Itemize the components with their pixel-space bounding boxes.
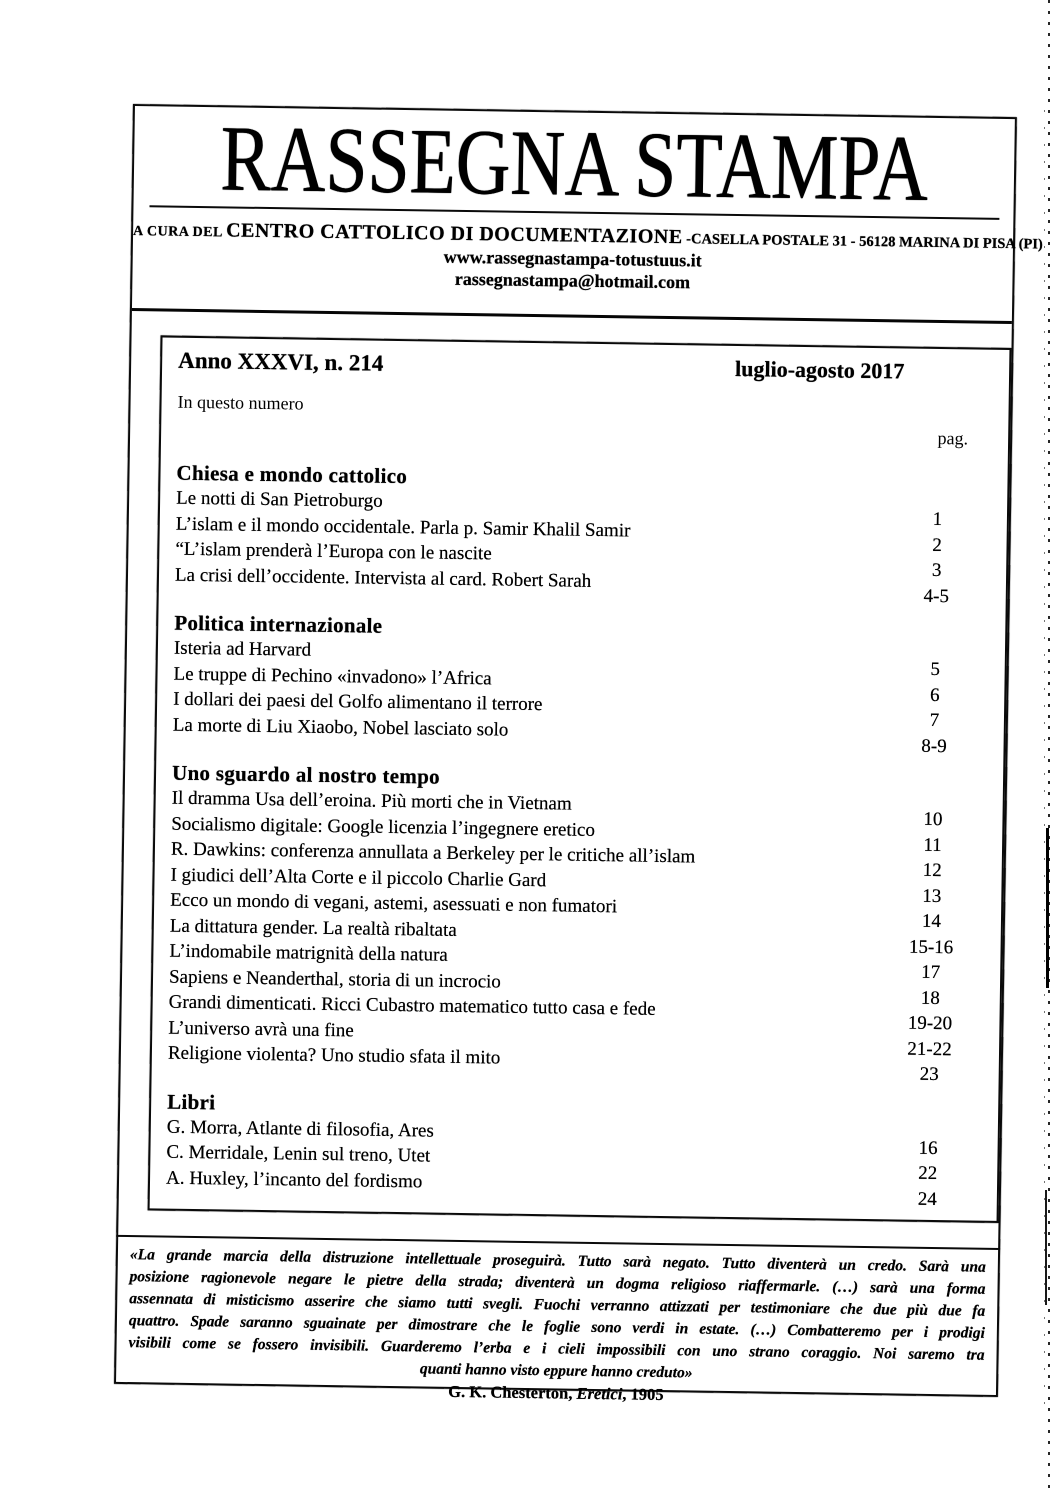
- toc-intro: In questo numero: [177, 391, 304, 414]
- toc-item-pages: 2: [932, 534, 942, 556]
- toc-item-pages: 5: [930, 658, 941, 681]
- toc-item-pages: 4-5: [923, 585, 950, 607]
- toc-section-header: Chiesa e mondo cattolico: [176, 460, 408, 489]
- toc-item-title: La morte di Liu Xiaobo, Nobel lasciato solo: [172, 714, 509, 741]
- toc-item-pages: 12: [922, 859, 942, 882]
- scan-noise-right-solid: [1046, 828, 1049, 988]
- toc-item-title: Religione violenta? Uno studio sfata il mito: [167, 1042, 501, 1069]
- toc-item-title: I giudici dell’Alta Corte e il piccolo Charlie Gard: [170, 864, 547, 891]
- page-column-label: pag.: [937, 427, 969, 449]
- toc-item-title: Le notti di San Pietroburgo: [176, 487, 383, 512]
- toc-section-header: Politica internazionale: [174, 610, 383, 638]
- toc-item-pages: 1: [932, 508, 943, 531]
- toc-item-title: Sapiens e Neanderthal, storia di un incrocio: [168, 966, 502, 993]
- toc-item-title: La dittatura gender. La realtà ribaltata: [169, 915, 457, 941]
- toc-item-title: R. Dawkins: conferenza annullata a Berkeley per le critiche all’islam: [170, 838, 696, 868]
- quote-last-line: quanti hanno visto eppure hanno creduto»: [419, 1360, 693, 1382]
- toc-item-pages: 11: [923, 834, 942, 856]
- toc-item-pages: 18: [920, 987, 940, 1009]
- quote-line: quattro. Spade saranno sguainate per dimostrare che le foglie sono verdi in estate. (…) Combatteremo per i prodigi: [128, 1312, 985, 1342]
- toc-sections: [165, 460, 996, 1210]
- toc-item-pages: 10: [923, 808, 943, 831]
- byline-organization: CENTRO CATTOLICO DI DOCUMENTAZIONE: [226, 219, 683, 249]
- toc-item-pages: 24: [917, 1188, 937, 1210]
- toc-item-pages: 7: [929, 709, 940, 732]
- toc-item-pages: 19-20: [907, 1012, 953, 1035]
- toc-item-title: G. Morra, Atlante di filosofia, Ares: [166, 1116, 434, 1142]
- toc-item-title: Socialismo digitale: Google licenzia l’ingegnere eretico: [171, 813, 596, 841]
- quote-work-title: Eretici: [576, 1383, 623, 1404]
- page-frame: [114, 104, 1043, 1405]
- quote-section: [114, 1235, 1000, 1410]
- toc-item-title: L’universo avrà una fine: [168, 1017, 354, 1041]
- byline-prefix: A CURA DEL: [132, 224, 227, 241]
- byline-address: -CASELLA POSTALE 31 - 56128 MARINA DI PISA (PI): [682, 231, 1043, 253]
- toc-item-title: Le truppe di Pechino «invadono» l’Africa: [173, 663, 492, 689]
- email-line: rassegnastampa@hotmail.com: [454, 268, 691, 293]
- toc-item-title: “L’islam prenderà l’Europa con le nascite: [175, 538, 492, 565]
- toc-item-title: I dollari dei paesi del Golfo alimentano il terrore: [173, 688, 543, 716]
- toc-item-title: Grandi dimenticati. Ricci Cubastro matematico tutto casa e fede: [168, 991, 656, 1020]
- toc-item-pages: 6: [929, 684, 940, 706]
- toc-item-title: L’islam e il mondo occidentale. Parla p. Samir Khalil Samir: [175, 513, 631, 541]
- quote-author: G. K. Chesterton,: [448, 1381, 577, 1403]
- issue-edition: Anno XXXVI, n. 214: [178, 347, 384, 376]
- toc-item-title: A. Huxley, l’incanto del fordismo: [165, 1167, 423, 1192]
- quote-line: «La grande marcia della distruzione intellettuale proseguirà. Tutto sarà negato. Tutto diventerà un credo. Sarà una: [129, 1246, 986, 1276]
- toc-item-pages: 13: [922, 885, 942, 907]
- quote-body: [128, 1244, 986, 1367]
- website-line: www.rassegnastampa-totustuus.it: [443, 246, 702, 271]
- scan-noise-right-dashed: [1048, 0, 1050, 1490]
- toc-item-pages: 14: [921, 910, 942, 933]
- toc-item-pages: 22: [918, 1162, 938, 1185]
- letterhead: [132, 107, 1043, 324]
- quote-line: posizione ragionevole negare le pietre della strada; diventerà un dogma religioso riaffermarle. (…) sarà una forma: [129, 1268, 986, 1298]
- issue-header: [178, 348, 997, 386]
- toc-item-pages: 15-16: [908, 936, 954, 958]
- quote-line: visibili come se fossero invisibili. Guarderemo l’erba e i cieli impossibili con uno strano coraggio. Noi saremo tra: [128, 1334, 985, 1364]
- toc-item-title: L’indomabile matrignità della natura: [169, 940, 448, 966]
- scan-noise-right-solid-lower: [1045, 1190, 1047, 1305]
- toc-item-pages: 17: [921, 961, 941, 984]
- toc-item-pages: 21-22: [907, 1038, 952, 1060]
- toc-item-title: Isteria ad Harvard: [173, 637, 312, 661]
- toc-section-header: Libri: [167, 1089, 216, 1114]
- toc-item-title: Il dramma Usa dell’eroina. Più morti che in Vietnam: [171, 787, 572, 815]
- toc-item-pages: 3: [931, 559, 942, 582]
- quote-line: assennata di misticismo asserire che siamo tutti svegli. Fuochi verranno attizzati per testimoniare che due più due fa: [129, 1290, 986, 1320]
- quote-year: , 1905: [622, 1384, 664, 1405]
- toc-item-title: Ecco un mondo di vegani, astemi, asessuati e non fumatori: [170, 889, 618, 918]
- toc-box: [148, 335, 1012, 1223]
- issue-date: luglio-agosto 2017: [734, 355, 905, 384]
- masthead-title: RASSEGNA STAMPA: [219, 107, 929, 221]
- toc-item-title: La crisi dell’occidente. Intervista al card. Robert Sarah: [174, 564, 592, 592]
- toc-item-title: C. Merridale, Lenin sul treno, Utet: [166, 1141, 431, 1167]
- toc-item-pages: 23: [919, 1063, 939, 1086]
- toc-section-header: Uno sguardo al nostro tempo: [171, 760, 441, 789]
- toc-item-pages: 8-9: [921, 735, 947, 757]
- toc-item-pages: 16: [918, 1137, 938, 1159]
